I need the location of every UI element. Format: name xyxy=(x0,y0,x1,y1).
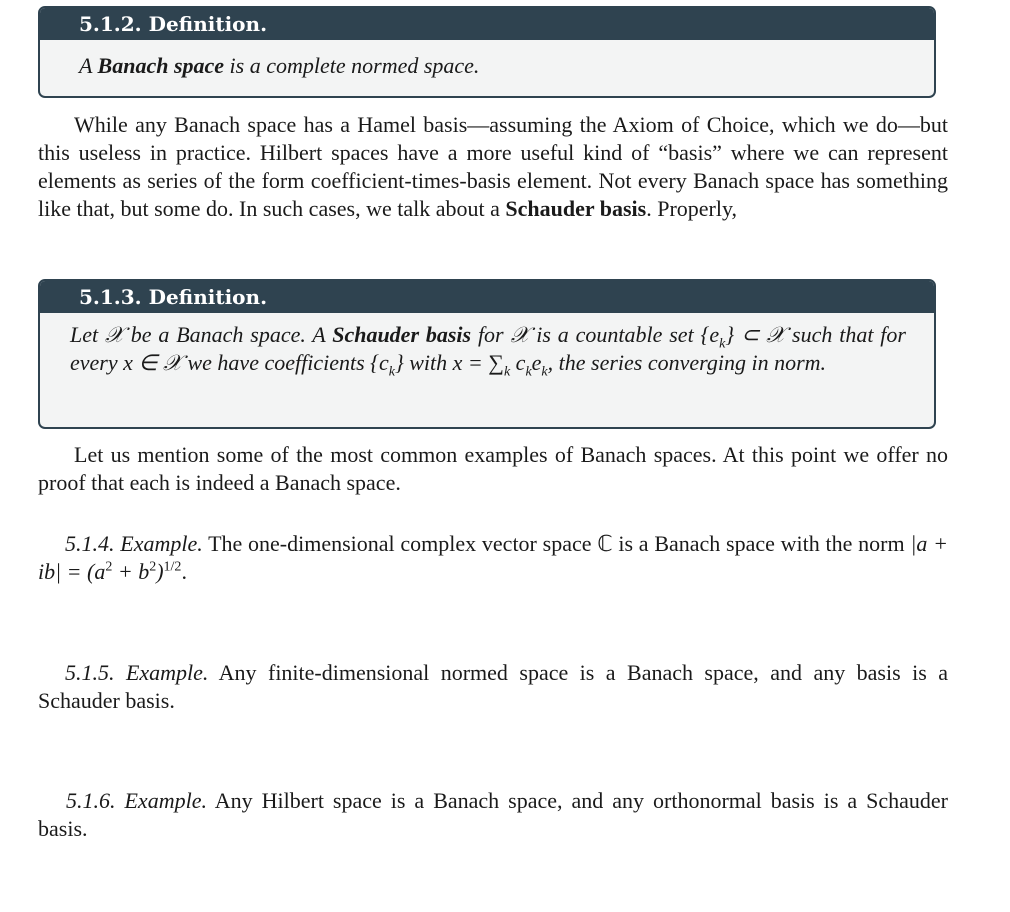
definition-term: Banach space xyxy=(97,53,225,78)
schauder-basis-term: Schauder basis xyxy=(505,196,647,221)
definition-heading: 5.1.3. Definition. xyxy=(40,281,934,313)
definition-body: Let 𝒳 be a Banach space. A Schauder basis for 𝒳 is a countable set $\{e_k\}$ ⊂ 𝒳 such that for every x ∈ 𝒳 we have coefficients $\{c_k\}$ with $x = \sum_k$ $c_ke_k$, the series converging in norm. xyxy=(70,322,906,380)
definition-term: Schauder basis xyxy=(332,322,472,347)
example-label: 5.1.6. Example. xyxy=(66,788,207,813)
paragraph-examples-intro: Let us mention some of the most common examples of Banach spaces. At this point we offer no proof that each is indeed a Banach space. xyxy=(38,442,948,495)
example-label: 5.1.4. Example. xyxy=(65,531,203,556)
definition-body: A Banach space is a complete normed space. xyxy=(79,53,480,78)
paragraph-hamel-basis: While any Banach space has a Hamel basis—assuming the Axiom of Choice, which we do—but this useless in practice. Hilbert spaces have a more useful kind of “basis” where we can represent elements as series of the form coefficient-times-basis element. Not every Banach space has something like that, but some do. In such cases, we talk about a Schauder basis. Properly, xyxy=(38,112,948,221)
example-5-1-4: 5.1.4. Example. The one-dimensional complex vector space ℂ is a Banach space with the norm $|a + ib| = (a^2 + b^2)^{1/2}$. xyxy=(38,531,948,584)
example-label: 5.1.5. Example. xyxy=(65,660,209,685)
definition-heading: 5.1.2. Definition. xyxy=(40,8,934,40)
definition-box-5-1-2 xyxy=(38,6,936,98)
page xyxy=(38,6,949,841)
example-5-1-6: 5.1.6. Example. Any Hilbert space is a Banach space, and any orthonormal basis is a Schauder basis. xyxy=(38,788,949,841)
example-5-1-5: 5.1.5. Example. Any finite-dimensional normed space is a Banach space, and any basis is a Schauder basis. xyxy=(38,660,948,713)
definition-box-5-1-3 xyxy=(38,279,936,429)
